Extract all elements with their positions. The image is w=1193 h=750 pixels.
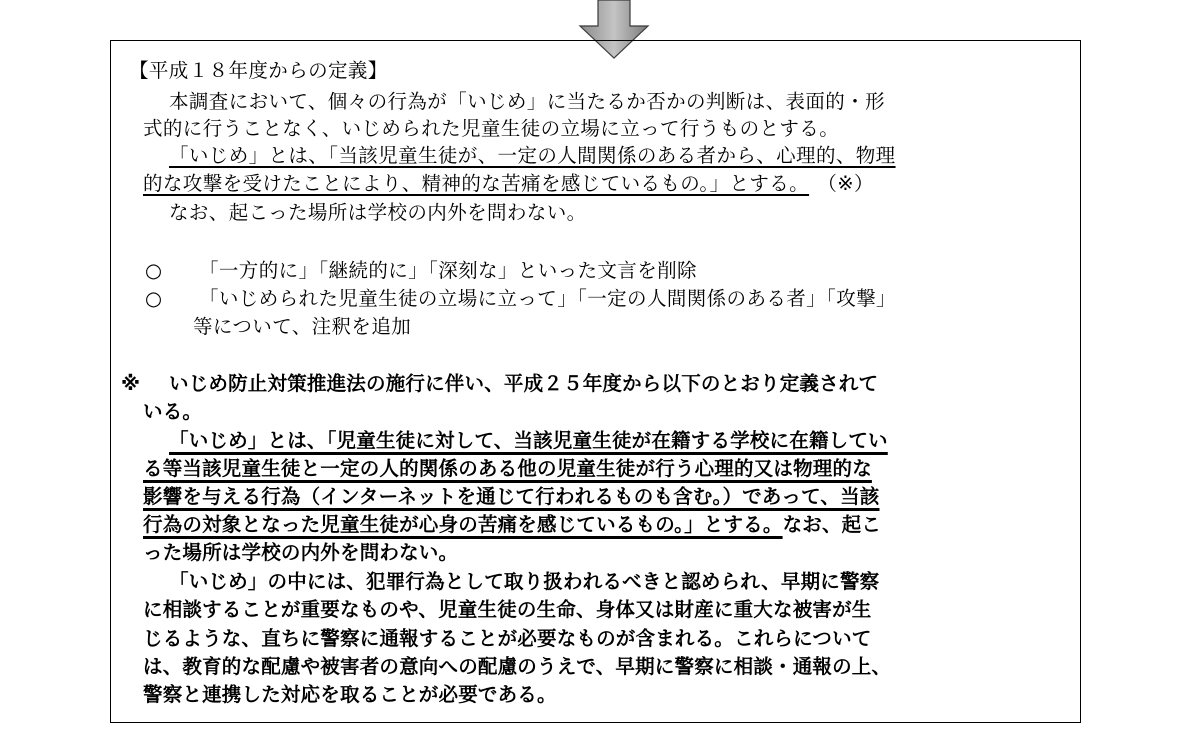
definition-heading: 【平成１８年度からの定義】 xyxy=(129,59,388,82)
paragraph-1-line-1: 本調査において、個々の行為が「いじめ」に当たるか否かの判断は、表面的・形 xyxy=(169,90,886,113)
note-definition-underlined: 行為の対象となった児童生徒が心身の苦痛を感じているもの。」とする。 xyxy=(143,513,783,536)
note-definition-line-3: 影響を与える行為（インターネットを通じて行われるものも含む。）であって、当該 xyxy=(143,485,880,508)
paragraph-3: なお、起こった場所は学校の内外を問わない。 xyxy=(169,201,587,224)
bullet-2-text: 「いじめられた児童生徒の立場に立って」「一定の人間関係のある者」「攻撃」 xyxy=(199,287,896,310)
paragraph-1-line-2: 式的に行うことなく、いじめられた児童生徒の立場に立って行うものとする。 xyxy=(143,117,840,140)
note-definition-line-2: る等当該児童生徒と一定の人的関係のある他の児童生徒が行う心理的又は物理的な xyxy=(143,457,872,480)
note-definition-line-4 xyxy=(143,515,881,535)
paragraph-2-line-1: 「いじめ」とは、「当該児童生徒が、一定の人間関係のある者から、心理的、物理 xyxy=(169,144,896,167)
note-mark: ※ xyxy=(121,372,141,395)
note-intro-line-1: いじめ防止対策推進法の施行に伴い、平成２５年度から以下のとおり定義されて xyxy=(169,372,879,395)
note-definition-rest: なお、起こ xyxy=(782,513,882,536)
note-definition-line-1: 「いじめ」とは、「児童生徒に対して、当該児童生徒が在籍する学校に在籍してい xyxy=(169,429,888,452)
paragraph-2-line-2 xyxy=(143,174,874,194)
bullet-1-text: 「一方的に」「継続的に」「深刻な」といった文言を削除 xyxy=(199,259,697,282)
note-police-line-5: 警察と連携した対応を取ることが必要である。 xyxy=(143,683,557,706)
note-intro-line-2: いる。 xyxy=(143,400,203,423)
note-police-line-4: は、教育的な配慮や被害者の意向への配慮のうえで、早期に警察に相談・通報の上、 xyxy=(143,655,892,678)
bullet-2-continuation: 等について、注釈を追加 xyxy=(193,315,412,338)
paragraph-2-underlined: 的な攻撃を受けたことにより、精神的な苦痛を感じているもの。」とする。 xyxy=(143,172,810,195)
note-police-line-3: じるような、直ちに警察に通報することが必要なものが含まれる。これらについて xyxy=(143,627,872,650)
definition-box xyxy=(110,40,1081,723)
note-definition-line-5: った場所は学校の内外を問わない。 xyxy=(143,541,459,564)
asterisk-note-ref: （※） xyxy=(827,172,874,195)
bullet-2-mark: ○ xyxy=(145,287,163,310)
bullet-1-mark: ○ xyxy=(145,259,163,282)
note-police-line-1: 「いじめ」の中には、犯罪行為として取り扱われるべきと認められ、早期に警察 xyxy=(169,570,880,593)
note-police-line-2: に相談することが重要なものや、児童生徒の生命、身体又は財産に重大な被害が生 xyxy=(143,598,872,621)
